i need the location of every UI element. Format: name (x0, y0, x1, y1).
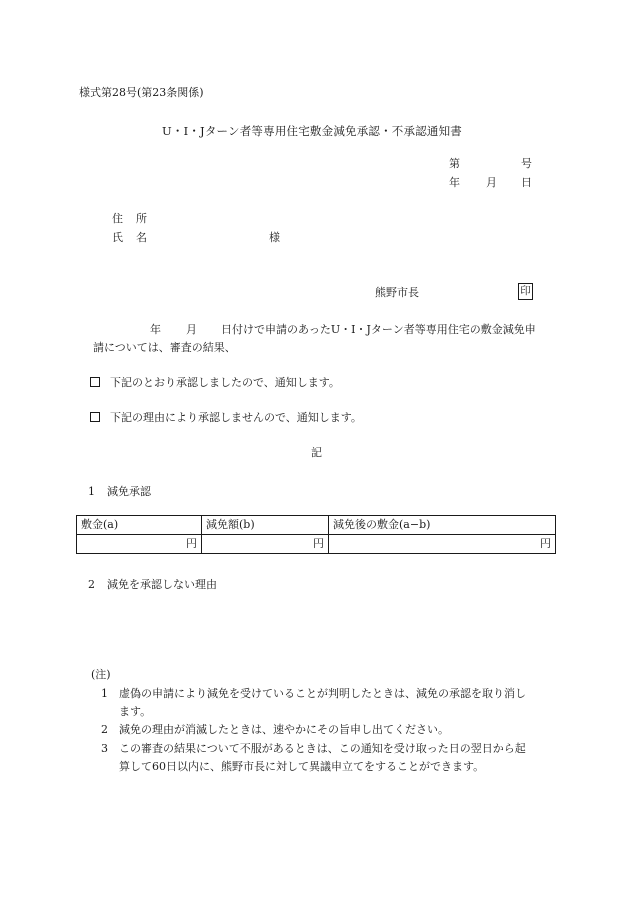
option-not-approved-label: 下記の理由により承認しませんので、通知します。 (110, 411, 362, 424)
amounts-table (76, 515, 556, 554)
intro-text: 日付けで申請のあったU・I・Jターン者等専用住宅の敷金減免申 (221, 323, 536, 336)
note-3-continuation: 算して60日以内に、熊野市長に対して異議申立てをすることができます。 (119, 760, 485, 773)
note-1-number: 1 (101, 687, 108, 700)
option-not-approved (90, 411, 362, 425)
note-3-text: この審査の結果について不服があるときは、この通知を受け取った日の翌日から起 (119, 742, 526, 755)
name-label-2: 名 (136, 231, 147, 244)
header-reduction: 減免額(b) (202, 516, 329, 535)
section-2-heading (88, 578, 217, 592)
section-1-title: 減免承認 (107, 485, 151, 498)
document-title: U・I・Jターン者等専用住宅敷金減免承認・不承認通知書 (162, 124, 463, 138)
intro-line-2: 請については、審査の結果、 (93, 341, 236, 354)
note-3-number: 3 (101, 742, 108, 755)
section-1-number: 1 (88, 485, 95, 498)
note-1-continuation: ます。 (119, 705, 152, 718)
header-deposit-after: 減免後の敷金(a−b) (329, 516, 556, 535)
note-3 (101, 742, 526, 756)
checkbox-approved[interactable] (90, 377, 100, 387)
date-day: 日 (521, 176, 532, 189)
section-2-title: 減免を承認しない理由 (107, 578, 217, 591)
header-deposit: 敷金(a) (77, 516, 202, 535)
note-1-text: 虚偽の申請により減免を受けていることが判明したときは、減免の承認を取り消し (119, 687, 526, 700)
table-header-row (77, 516, 556, 535)
notes-heading: (注) (91, 668, 111, 681)
option-approved (90, 376, 340, 390)
intro-line-1 (150, 323, 536, 337)
form-number: 様式第28号(第23条関係) (79, 86, 204, 99)
intro-year: 年 (150, 323, 161, 336)
section-1-heading (88, 485, 151, 499)
date-year: 年 (449, 176, 460, 189)
date-month: 月 (486, 176, 497, 189)
cell-deposit[interactable]: 円 (77, 535, 202, 554)
intro-month: 月 (186, 323, 197, 336)
seal-box: 印 (518, 283, 533, 300)
note-2-text: 減免の理由が消滅したときは、速やかにその旨申し出てください。 (119, 723, 449, 736)
checkbox-not-approved[interactable] (90, 412, 100, 422)
name-label-1: 氏 (112, 231, 123, 244)
note-2-number: 2 (101, 723, 108, 736)
document-number-dai: 第 (449, 157, 460, 170)
section-2-number: 2 (88, 578, 95, 591)
recipient-honorific: 様 (269, 231, 280, 244)
option-approved-label: 下記のとおり承認しましたので、通知します。 (110, 376, 340, 389)
cell-deposit-after[interactable]: 円 (329, 535, 556, 554)
note-2 (101, 723, 449, 737)
table-row (77, 535, 556, 554)
issuer-name: 熊野市長 (375, 286, 419, 299)
cell-reduction[interactable]: 円 (202, 535, 329, 554)
address-label-2: 所 (136, 212, 147, 225)
ki-heading: 記 (311, 446, 322, 459)
document-number-go: 号 (521, 157, 532, 170)
address-label-1: 住 (112, 212, 123, 225)
note-1 (101, 687, 526, 701)
